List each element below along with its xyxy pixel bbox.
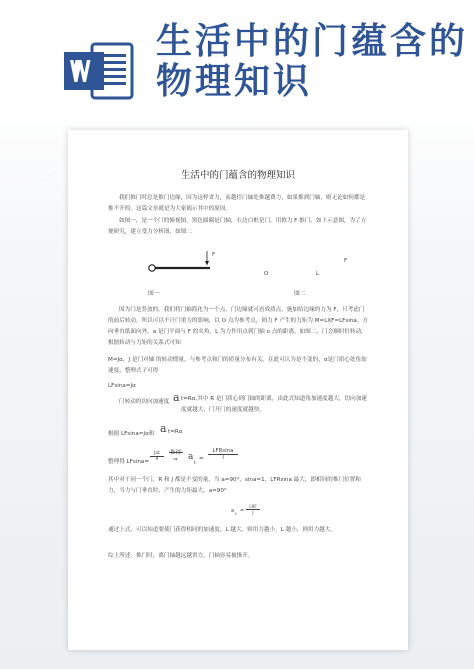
formula-2-numerator: LFRsina: [212, 448, 234, 454]
paragraph-4: M=Jα，J 是门对轴 的转动惯量，与参考点和门的质量分布有关，在此可认为是不变的，α是门质心处角加速度，整理式子可得: [108, 357, 367, 374]
tangential-accel-symbol: a: [173, 391, 180, 404]
paragraph-12: 综上所述：推门时，离门轴越远越省力，门轴容易被推开。: [108, 553, 254, 559]
paragraph-2: 如图一，是一个门的俯视图，黑色圆圈是门轴，右边白框是门，用推力 F 推门，如下示意图，为了方便研究，建立受力分析图，如图二: [108, 218, 367, 235]
formula-infer-line: [169, 452, 183, 453]
cover-title: [156, 21, 469, 102]
formula-2-denominator: I: [222, 455, 224, 461]
figure-2-caption: 图二: [294, 291, 306, 297]
fig2-length-label: L: [316, 271, 320, 277]
figure-1-caption: 图一: [148, 291, 160, 297]
formula-3-subscript: t: [235, 511, 237, 516]
cover-title-line2: 物理知识: [156, 61, 313, 102]
paragraph-9: 其中对于同一个门，R 和 J 都是不变的量，当 a=90°，sina=1，LFRsina 最大，即相同的推门位置和力，当力与门垂直时，产生的力矩最大，a=90°: [108, 477, 361, 494]
fig2-origin-label: O: [264, 271, 269, 277]
formula-1-numerator: Jat: [154, 451, 160, 456]
document-title: 生活中的门蕴含的物理知识: [180, 170, 295, 181]
word-doc-icon: [62, 40, 136, 102]
paragraph-5: LFsina=Jα: [108, 383, 136, 389]
formula-3-symbol: a: [231, 508, 235, 514]
cover-title-line1: 生活中的门蕴含的: [156, 21, 469, 62]
force-arrowhead: [205, 261, 209, 266]
formula-arrow: ⇒: [173, 457, 178, 463]
paragraph-6-lead: 门转动的切向加速度: [119, 399, 170, 405]
paragraph-6: t=Rα,其中 R 是门质心到门轴的距离，由此式知道角加速度越大，切向加速度就越大，门开门的速度就越快。: [181, 396, 367, 413]
fig1-force-label: F: [212, 252, 216, 258]
tangential-accel-symbol-2: a: [160, 422, 167, 435]
formula-3-numerator: LRF: [249, 504, 257, 509]
paragraph-7-lead: 根据 LFsina=Jα和: [108, 431, 155, 437]
formula-equals: =: [199, 456, 204, 462]
paragraph-11: 通过上式，可以知道要使门获得相同的加速度，L 越大，则用力越小，L 越小，则用力越大。: [108, 527, 336, 533]
paragraph-7-tail: t=Rα: [168, 429, 183, 435]
formula-infer-label: 推得: [170, 450, 182, 456]
formula-2-fraction: [208, 448, 238, 461]
door-axis-dot: [149, 265, 155, 271]
formula-accel-subscript: t: [194, 460, 196, 465]
formula-1-lead: 整理得 LFsina=: [108, 459, 150, 465]
fig2-force-label: F: [344, 258, 348, 264]
formula-3-fraction: [246, 504, 260, 515]
formula-3-equals: =: [240, 508, 245, 514]
formula-1-denominator: R: [155, 457, 159, 462]
document-page: [68, 130, 408, 650]
formula-1-fraction: [150, 451, 164, 462]
paragraph-3: 因为门是竖放的，我们将门轴简化为一个点，门边缘就可看成质点，施加给边缘的力为 F，只考虑门的前后转动，所以可以不计门重力的影响，以 O 点为参考点，则力 F 产生的力矩为 M=LXF=LFsina，方向垂直纸面向外，a 是门平面与 F 的夹角，L 为力作用点到门轴 o 点的距离，如图二，门会顺时针转动。根据转动与力矩的关系式可知: [108, 307, 369, 346]
formula-3-denominator: J: [252, 510, 254, 515]
paragraph-1: 我们推门时总是推门边缘，因为这样省力，而越往门轴处推越费力，如果推到门轴，则无论如何都是推不开的。这篇文章就是为大家揭示其中的原因。: [108, 195, 366, 212]
formula-accel-symbol: a: [188, 452, 194, 462]
force-diagram: [68, 130, 408, 330]
